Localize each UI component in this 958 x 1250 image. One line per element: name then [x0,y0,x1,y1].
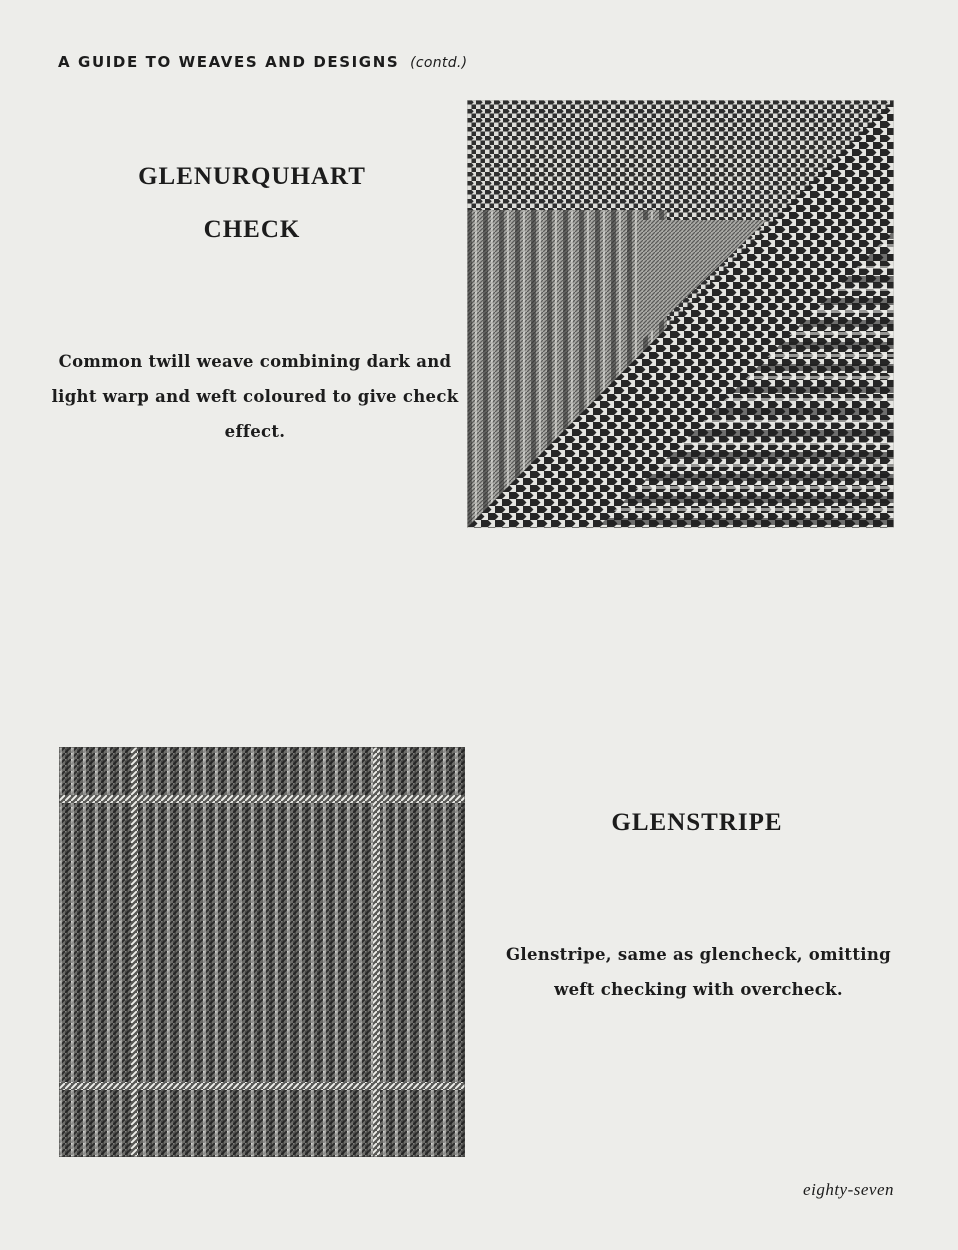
page-number: eighty-seven [803,1180,894,1199]
glenurquhart-check-swatch [467,100,894,528]
glenurquhart-title-line1: GLENURQUHART [138,163,366,190]
running-head-title: A GUIDE TO WEAVES AND DESIGNS [58,53,400,71]
running-head-contd: (contd.) [410,55,468,71]
glenstripe-description: Glenstripe, same as glencheck, omitting weft checking with overcheck. [506,945,891,999]
glenstripe-title-line1: GLENSTRIPE [611,809,783,836]
glenstripe-fabric-icon [59,747,465,1157]
glenurquhart-check-description: Common twill weave combining dark and light warp and weft coloured to give check effect. [51,352,459,441]
running-head [58,53,467,71]
glenurquhart-check-title [100,150,404,256]
glenurquhart-title-line2: CHECK [203,216,301,243]
glenurquhart-check-fabric-icon [467,100,894,528]
glenstripe-title [560,796,834,849]
glenstripe-swatch [59,747,465,1157]
